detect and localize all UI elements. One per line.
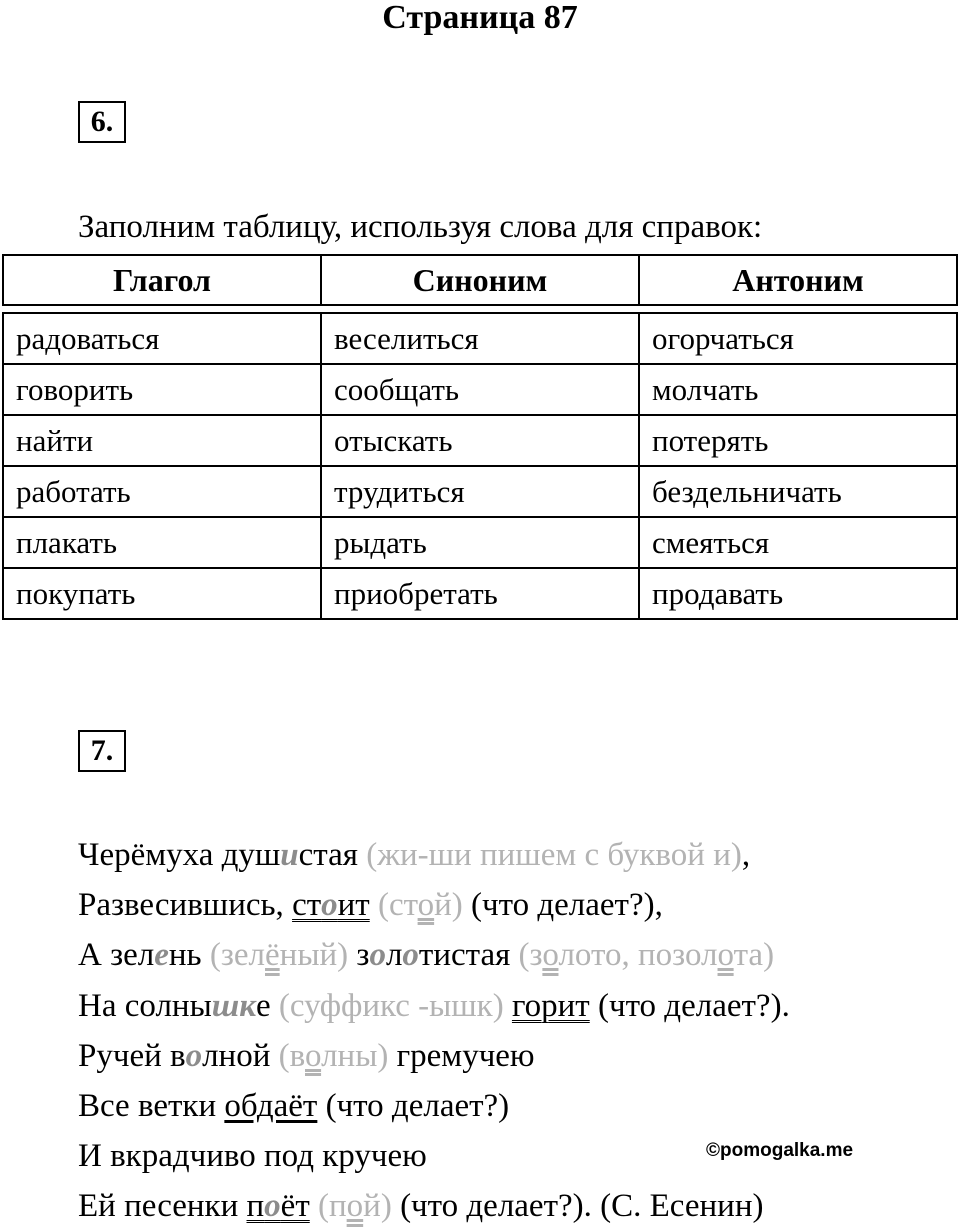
poem-line: Ей песенки поёт (пой) (что делает?). (С. Есенин)	[78, 1188, 764, 1225]
cell-antonym: молчать	[639, 364, 957, 415]
cell-verb: говорить	[3, 364, 321, 415]
cell-antonym: продавать	[639, 568, 957, 619]
table-row	[3, 364, 957, 415]
header-antonym: Антоним	[639, 255, 957, 305]
cell-verb: покупать	[3, 568, 321, 619]
cell-synonym: сообщать	[321, 364, 639, 415]
cell-synonym: веселиться	[321, 313, 639, 364]
task-6-number: 6.	[78, 101, 126, 143]
poem-line: Все ветки обдаёт (что делает?)	[78, 1087, 510, 1124]
cell-synonym: приобретать	[321, 568, 639, 619]
table-row	[3, 415, 957, 466]
cell-verb: работать	[3, 466, 321, 517]
poem-line: А зелень (зелёный) золотистая (золото, позолота)	[78, 937, 775, 974]
watermark: ©pomogalka.me	[706, 1140, 854, 1161]
cell-synonym: трудиться	[321, 466, 639, 517]
poem-line: Черёмуха душистая (жи-ши пишем с буквой и),	[78, 837, 751, 873]
poem-line: Развесившись, стоит (стой) (что делает?),	[78, 887, 663, 924]
cell-synonym: отыскать	[321, 415, 639, 466]
synonym-antonym-table	[2, 254, 958, 620]
table-header-row	[3, 255, 957, 305]
poem	[78, 830, 790, 1232]
cell-antonym: огорчаться	[639, 313, 957, 364]
cell-antonym: смеяться	[639, 517, 957, 568]
header-synonym: Синоним	[321, 255, 639, 305]
cell-antonym: бездельничать	[639, 466, 957, 517]
task-7-number: 7.	[78, 730, 126, 772]
table-row	[3, 517, 957, 568]
table-row	[3, 568, 957, 619]
table-row	[3, 466, 957, 517]
table-row	[3, 313, 957, 364]
cell-verb: найти	[3, 415, 321, 466]
cell-verb: плакать	[3, 517, 321, 568]
cell-synonym: рыдать	[321, 517, 639, 568]
poem-line: Ручей волной (волны) гремучею	[78, 1037, 535, 1074]
poem-line: И вкрадчиво под кручею	[78, 1138, 427, 1175]
page-title: Страница 87	[382, 0, 578, 36]
task-6-intro: Заполним таблицу, используя слова для справок:	[78, 209, 763, 245]
header-verb: Глагол	[3, 255, 321, 305]
cell-antonym: потерять	[639, 415, 957, 466]
poem-line: На солнышке (суффикс -ышк) горит (что делает?).	[78, 987, 790, 1024]
cell-verb: радоваться	[3, 313, 321, 364]
